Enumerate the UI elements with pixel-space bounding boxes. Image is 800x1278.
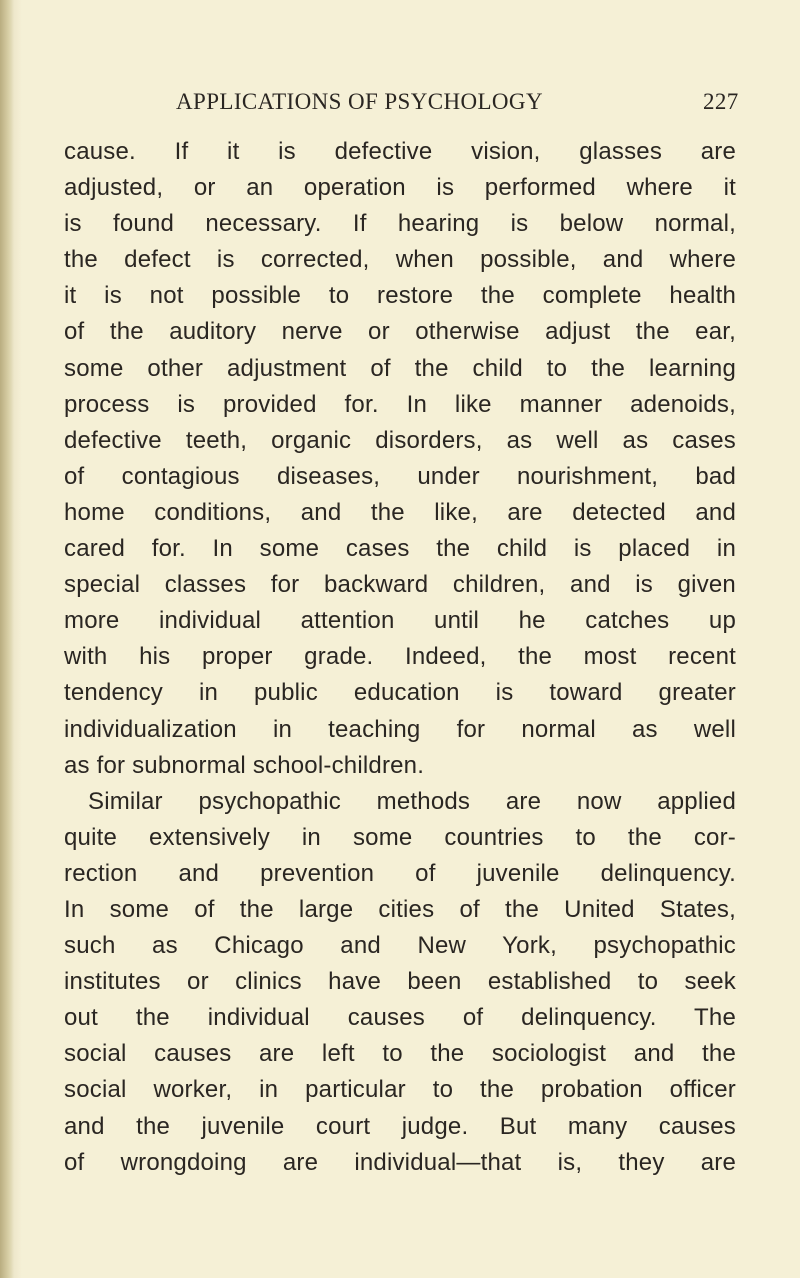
text-line: with his proper grade. Indeed, the most recent bbox=[64, 643, 736, 671]
text-line: home conditions, and the like, are detected and bbox=[64, 498, 736, 526]
running-head-title: APPLICATIONS OF PSYCHOLOGY bbox=[176, 89, 543, 114]
paragraph-1 bbox=[64, 134, 736, 784]
text-line: of the auditory nerve or otherwise adjust the ear, bbox=[64, 318, 736, 346]
text-line: more individual attention until he catches up bbox=[64, 607, 736, 635]
text-line: out the individual causes of delinquency. The bbox=[64, 1004, 736, 1032]
text-line: defective teeth, organic disorders, as well as cases bbox=[64, 426, 736, 454]
text-line: is found necessary. If hearing is below normal, bbox=[64, 210, 736, 238]
text-line: as for subnormal school-children. bbox=[64, 751, 425, 779]
text-line: special classes for backward children, and is given bbox=[64, 571, 736, 599]
body-text bbox=[64, 134, 736, 1181]
text-line: some other adjustment of the child to the learning bbox=[64, 354, 736, 382]
text-line: of contagious diseases, under nourishment, bad bbox=[64, 462, 736, 490]
page-gutter-shadow bbox=[0, 0, 14, 1278]
text-line: such as Chicago and New York, psychopathic bbox=[64, 932, 736, 960]
text-line: social worker, in particular to the probation officer bbox=[64, 1076, 736, 1104]
text-line: Similar psychopathic methods are now applied bbox=[88, 787, 736, 815]
text-line: the defect is corrected, when possible, and where bbox=[64, 246, 736, 274]
paragraph-2 bbox=[64, 784, 736, 1181]
text-line: and the juvenile court judge. But many causes bbox=[64, 1112, 736, 1140]
text-line: adjusted, or an operation is performed where it bbox=[64, 174, 736, 202]
text-line: social causes are left to the sociologist and the bbox=[64, 1040, 736, 1068]
running-head bbox=[176, 89, 739, 123]
text-line: process is provided for. In like manner adenoids, bbox=[64, 390, 736, 418]
text-line: cause. If it is defective vision, glasses are bbox=[64, 138, 736, 165]
text-line: individualization in teaching for normal as well bbox=[64, 715, 736, 743]
text-line: cared for. In some cases the child is placed in bbox=[64, 535, 736, 563]
text-line: tendency in public education is toward greater bbox=[64, 679, 736, 707]
text-line: In some of the large cities of the United States, bbox=[64, 895, 736, 923]
text-line: of wrongdoing are individual—that is, they are bbox=[64, 1148, 736, 1176]
text-line: it is not possible to restore the complete health bbox=[64, 282, 736, 310]
text-line: quite extensively in some countries to the cor- bbox=[64, 823, 736, 851]
text-line: institutes or clinics have been established to seek bbox=[64, 968, 736, 996]
page-number: 227 bbox=[703, 89, 739, 114]
text-line: rection and prevention of juvenile delinquency. bbox=[64, 859, 736, 887]
